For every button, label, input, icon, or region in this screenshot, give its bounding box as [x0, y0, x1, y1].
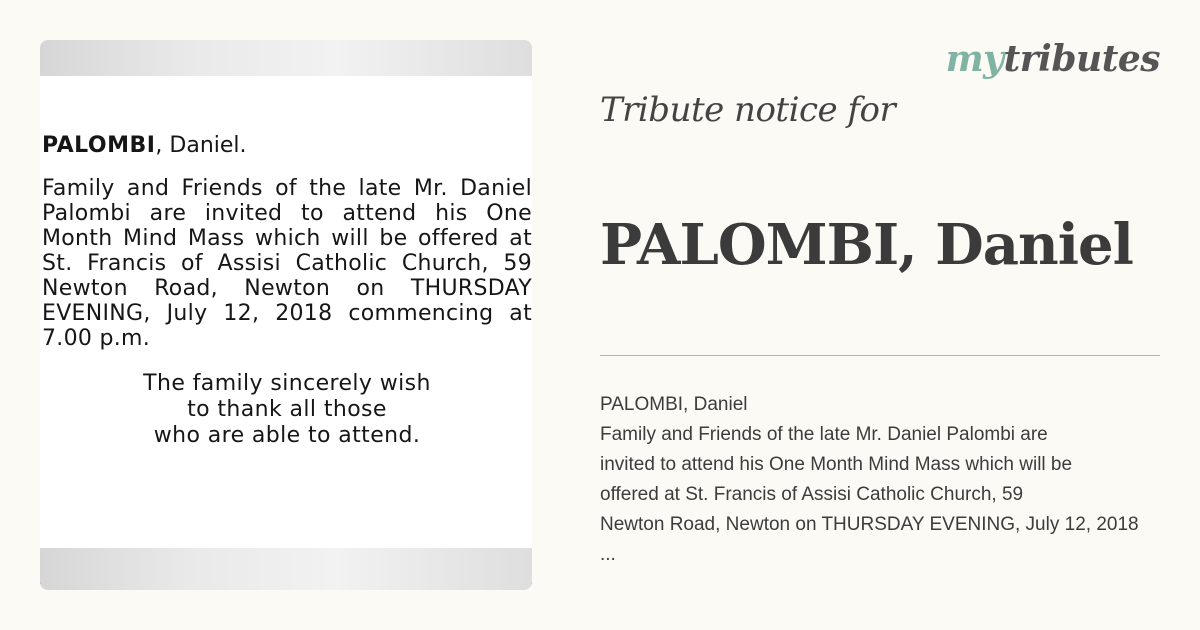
notice-surname: PALOMBI — [42, 133, 156, 158]
excerpt-name: PALOMBI, Daniel — [600, 394, 748, 415]
divider — [600, 355, 1160, 356]
notice-text — [42, 133, 532, 449]
notice-body: Family and Friends of the late Mr. Daniel Palombi are invited to attend his One Month Mind Mass which will be offered at St. Francis of Assisi Catholic Church, 59 Newton Road, Newton on THURSDAY EVENING, July 12, 2018 commencing at 7.00 p.m. — [42, 176, 532, 351]
brand-logo[interactable] — [946, 38, 1160, 80]
notice-thanks — [42, 371, 532, 449]
notice-image — [40, 40, 532, 590]
excerpt-ellipsis: ... — [600, 544, 616, 565]
excerpt-line: invited to attend his One Month Mind Mass which will be — [600, 454, 1073, 475]
notice-thanks-line: The family sincerely wish — [143, 371, 431, 396]
tribute-eyebrow: Tribute notice for — [600, 90, 896, 130]
excerpt-line: Newton Road, Newton on THURSDAY EVENING, July 12, 2018 — [600, 514, 1139, 535]
notice-thanks-line: who are able to attend. — [153, 423, 421, 448]
brand-logo-name: tributes — [1003, 38, 1160, 80]
notice-heading — [42, 133, 532, 158]
notice-given-name: , Daniel. — [155, 133, 247, 158]
excerpt-line: Family and Friends of the late Mr. Daniel Palombi are — [600, 424, 1048, 445]
notice-image-top-shade — [40, 40, 532, 76]
notice-excerpt — [600, 390, 1180, 570]
excerpt-line: offered at St. Francis of Assisi Catholic Church, 59 — [600, 484, 1024, 505]
page-title: PALOMBI, Daniel — [600, 212, 1133, 278]
notice-thanks-line: to thank all those — [187, 397, 387, 422]
brand-logo-prefix: my — [945, 38, 1004, 80]
notice-image-bottom-shade — [40, 548, 532, 590]
